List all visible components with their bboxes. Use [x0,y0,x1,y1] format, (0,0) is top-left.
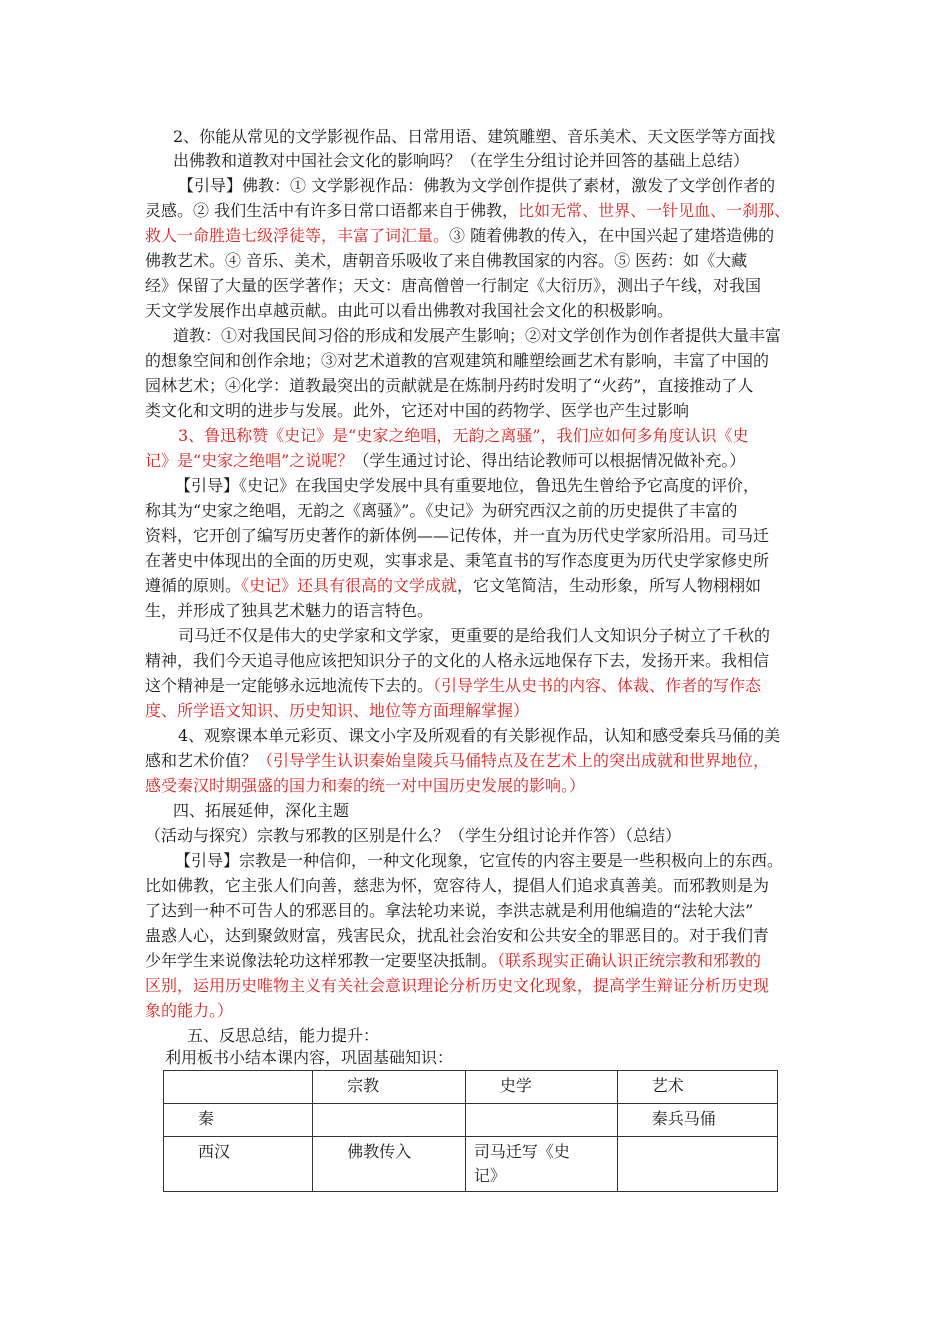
table-header-cell: 史学 [465,1071,617,1104]
guide-taoism-line-1: 道教：①对我国民间习俗的形成和发展产生影响；②对文学创作为创作者提供大量丰富 [173,326,782,345]
q3-line-2 [145,449,745,473]
q2-line-1: 2、你能从常见的文学影视作品、日常用语、建筑雕塑、音乐美术、天文医学等方面找 [173,127,776,146]
section5-intro: 利用板书小结本课内容，巩固基础知识： [165,1048,454,1067]
guide-religion-line-2: 比如佛教，它主张人们向善，慈悲为怀，宽容待人，提倡人们追求真善美。而邪教则是为 [145,876,770,895]
guide-religion-line-5 [145,949,761,973]
guide-shiji-line-4: 在著史中体现出的全面的历史观，实事求是、秉笔直书的写作态度更为历代史学家修史所 [145,551,770,570]
section4-activity: （活动与探究）宗教与邪教的区别是什么？（学生分组讨论并作答）（总结） [145,826,682,845]
table-header-cell [164,1071,313,1104]
guide-taoism-line-2: 的想象空间和创作余地；③对艺术道教的宫观建筑和雕塑绘画艺术有影响，丰富了中国的 [145,351,770,370]
guide-religion-line-5-b: （联系现实正确认识正统宗教和邪教的 [497,951,762,970]
q3-line-2-a: 记》是“史家之绝唱”之说呢？ [145,451,354,470]
q4-line-1: 4、观察课本单元彩页、课文小字及所观看的有关影视作品，认知和感受秦兵马俑的美 [178,726,781,745]
section5-title: 五、反思总结，能力提升： [187,1026,380,1045]
guide-buddhism-line-1: 【引导】佛教：① 文学影视作品：佛教为文学创作提供了素材，激发了文学创作者的 [178,176,776,195]
guide-buddhism-line-4: 佛教艺术。④ 音乐、美术，唐朝音乐吸收了来自佛教国家的内容。⑤ 医药：如《大藏 [145,251,748,270]
guide-religion-line-7: 象的能力。） [145,1001,234,1020]
section4-title: 四、拓展延伸，深化主题 [173,801,350,820]
guide-buddhism-line-2-b: 比如无常、世界、一针见血、一刹那、 [518,201,791,220]
guide-buddhism-line-2 [145,199,790,223]
summary-table [163,1070,778,1192]
guide-shiji-line-5-b: 《史记》还具有很高的文学成就 [241,576,458,595]
guide-religion-line-3: 了达到一种不可告人的邪恶目的。拿法轮功来说，李洪志就是利用他编造的“法轮大法” [145,901,754,920]
simaqian-line-4: 度、所学语文知识、历史知识、地位等方面理解掌握） [145,701,530,720]
table-cell [465,1104,617,1137]
guide-religion-line-1: 【引导】宗教是一种信仰，一种文化现象，它宣传的内容主要是一些积极向上的东西。 [175,851,784,870]
guide-shiji-line-1: 【引导】《史记》在我国史学发展中具有重要地位，鲁迅先生曾给予它高度的评价， [175,476,760,495]
guide-buddhism-line-5: 经》保留了大量的医学著作；天文：唐高僧曾一行制定《大衍历》，测出子午线，对我国 [145,276,762,295]
q4-line-2-a: 感和艺术价值？ [145,751,258,770]
table-cell: 秦 [164,1104,313,1137]
table-cell: 司马迁写《史 记》 [465,1137,617,1192]
table-cell [313,1104,466,1137]
q3-line-2-b: （学生通过讨论、得出结论教师可以根据情况做补充。） [353,451,746,470]
simaqian-line-2: 精神，我们今天追寻他应该把知识分子的文化的人格永远地保存下去，发扬开来。我相信 [145,651,770,670]
guide-religion-line-6: 区别，运用历史唯物主义有关社会意识理论分析历史文化现象，提高学生辩证分析历史现 [145,976,770,995]
guide-buddhism-line-2-a: 灵感。② 我们生活中有许多日常口语都来自于佛教， [145,201,519,220]
simaqian-line-3-b: （引导学生从史书的内容、体裁、作者的写作态 [433,676,762,695]
q2-line-2: 出佛教和道教对中国社会文化的影响吗？（在学生分组讨论并回答的基础上总结） [173,151,750,170]
guide-religion-line-4: 蛊惑人心，达到聚敛财富，残害民众，扰乱社会治安和公共安全的罪恶目的。对于我们青 [145,926,770,945]
table-header-row [164,1071,778,1104]
simaqian-line-1: 司马迁不仅是伟大的史学家和文学家，更重要的是给我们人文知识分子树立了千秋的 [178,626,771,645]
table-cell: 西汉 [164,1137,313,1192]
simaqian-line-3 [145,674,761,698]
table-cell [617,1137,777,1192]
guide-taoism-line-4: 类文化和文明的进步与发展。此外，它还对中国的药物学、医学也产生过影响 [145,401,690,420]
simaqian-line-3-a: 这个精神是一定能够永远地流传下去的。 [145,676,434,695]
q4-line-3: 感受秦汉时期强盛的国力和秦的统一对中国历史发展的影响。） [145,776,586,795]
guide-shiji-line-5-c: ，它文笔简洁，生动形象，所写人物栩栩如 [457,576,762,595]
table-header-cell: 宗教 [313,1071,466,1104]
q3-line-1: 3、鲁迅称赞《史记》是“史家之绝唱，无韵之离骚”，我们应如何多角度认识《史 [178,426,749,445]
q4-line-2 [145,749,769,773]
guide-buddhism-line-6: 天文学发展作出卓越贡献。由此可以看出佛教对我国社会文化的积极影响。 [145,301,674,320]
table-cell: 秦兵马俑 [617,1104,777,1137]
guide-buddhism-line-3 [145,224,774,248]
guide-taoism-line-3: 园林艺术；④化学：道教最突出的贡献就是在炼制丹药时发明了“火药”，直接推动了人 [145,376,754,395]
q4-line-2-b: （引导学生认识秦始皇陵兵马俑特点及在艺术上的突出成就和世界地位， [257,751,770,770]
guide-shiji-line-3: 资料，它开创了编写历史著作的新体例——记传体，并一直为历代史学家所沿用。司马迁 [145,526,770,545]
table-row [164,1137,778,1192]
guide-religion-line-5-a: 少年学生来说像法轮功这样邪教一定要坚决抵制。 [145,951,498,970]
table-header-cell: 艺术 [617,1071,777,1104]
guide-shiji-line-5-a: 遵循的原则。 [145,576,242,595]
guide-shiji-line-6: 生，并形成了独具艺术魅力的语言特色。 [145,601,434,620]
guide-buddhism-line-3-b: ③ 随着佛教的传入，在中国兴起了建塔造佛的 [449,226,775,245]
table-cell: 佛教传入 [313,1137,466,1192]
guide-buddhism-line-3-a: 救人一命胜造七级浮徒等，丰富了词汇量。 [145,226,450,245]
guide-shiji-line-2: 称其为“史家之绝唱，无韵之《离骚》”。《史记》为研究西汉之前的历史提供了丰富的 [145,501,738,520]
table-row [164,1104,778,1137]
guide-shiji-line-5 [145,574,761,598]
